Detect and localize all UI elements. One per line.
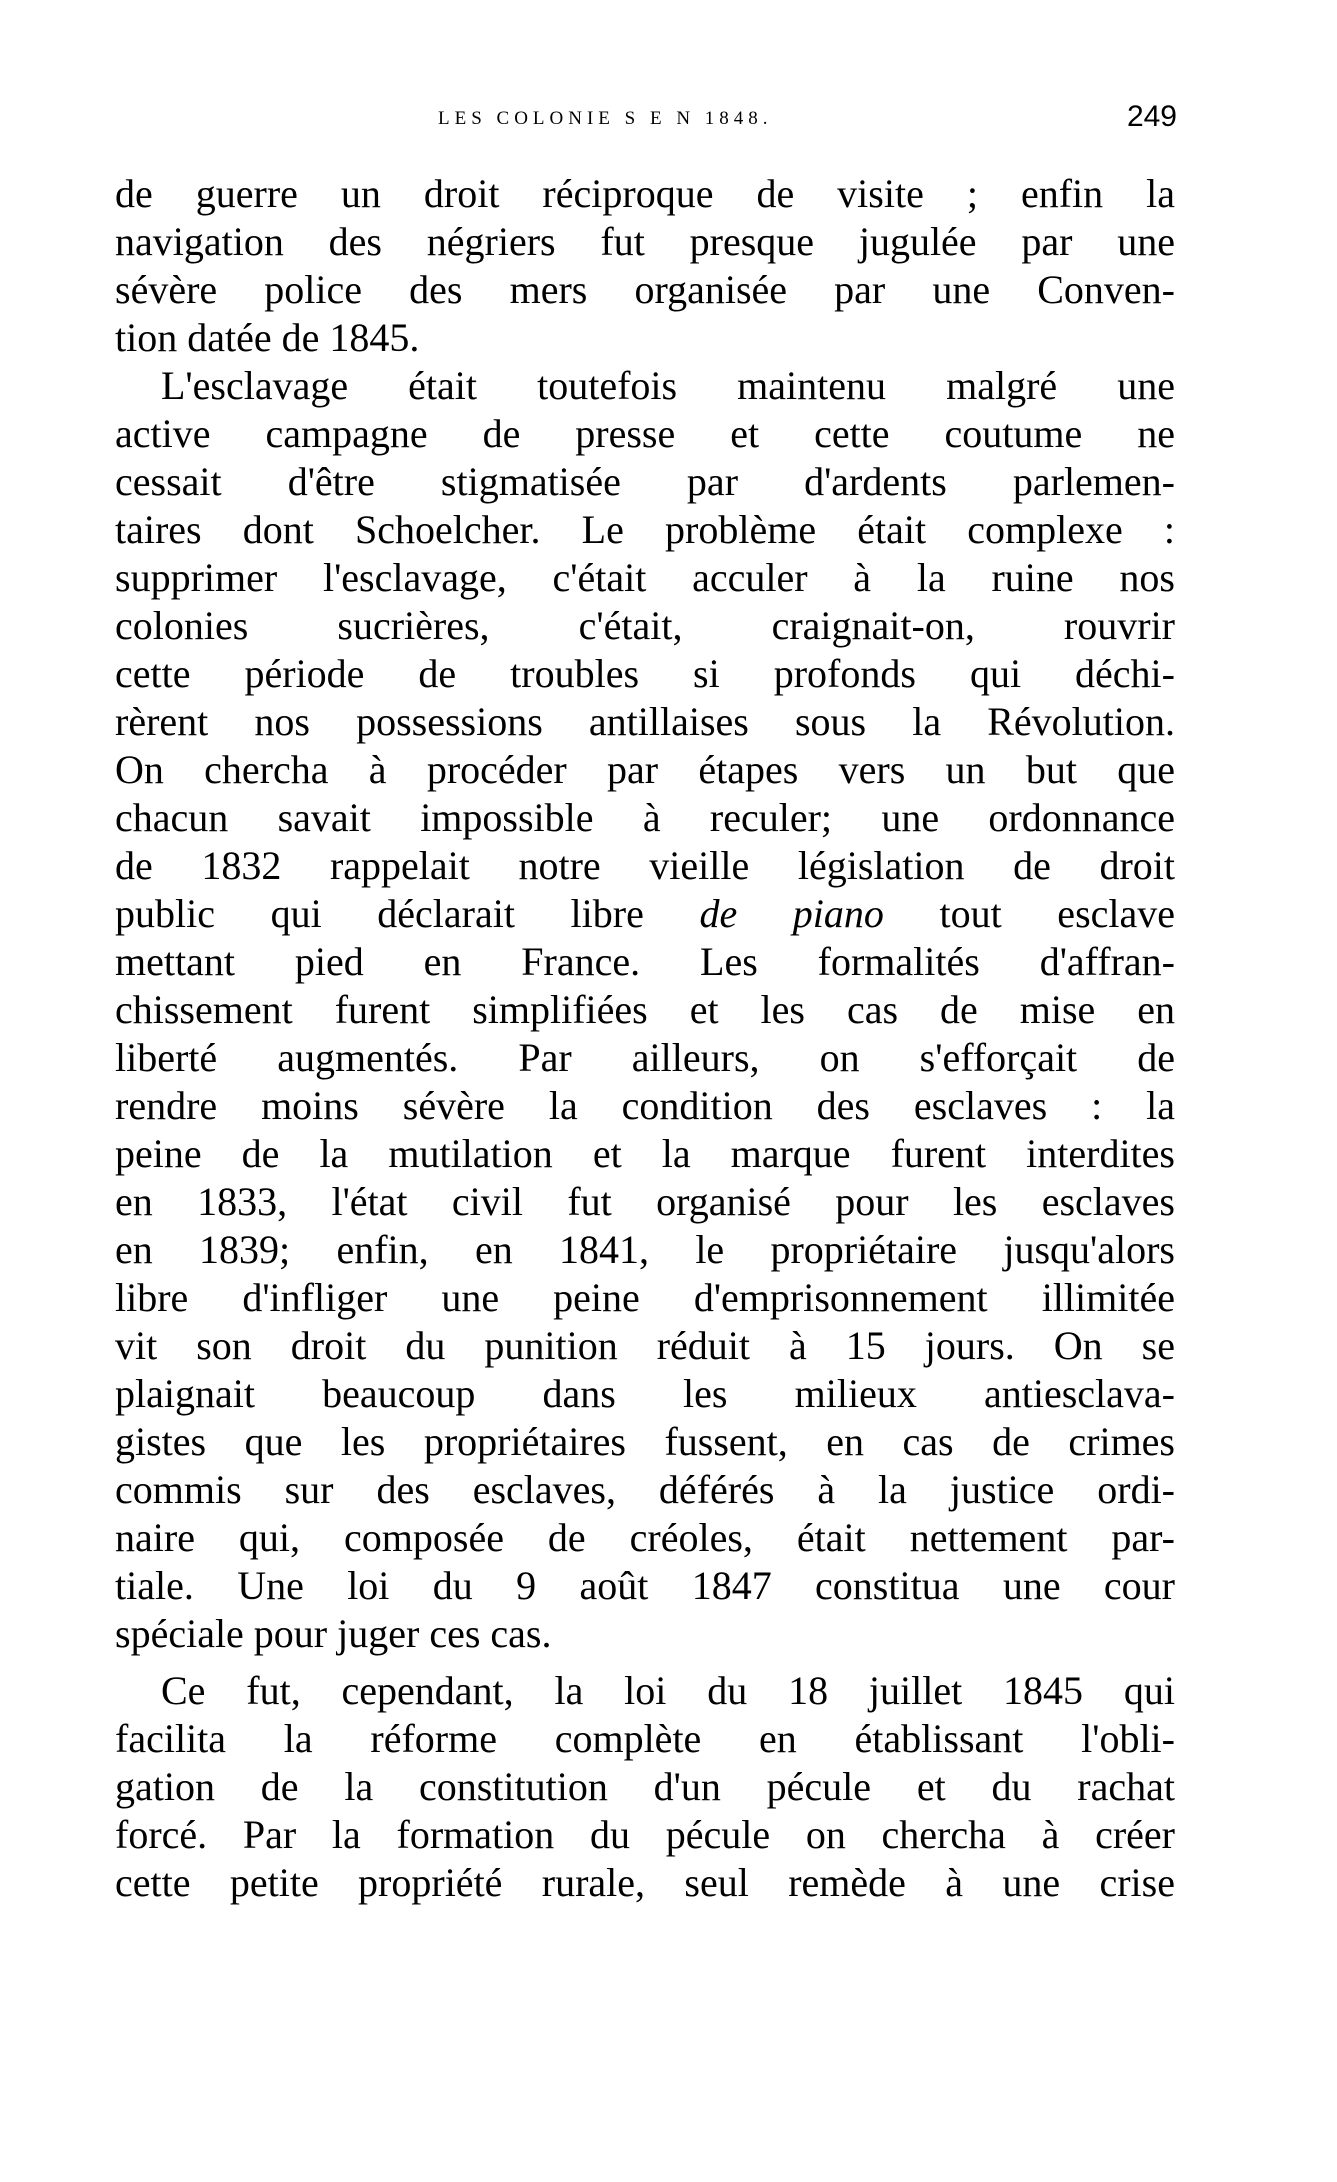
paragraph-gap xyxy=(115,1658,1175,1667)
text-line: peine de la mutilation et la marque furent interdites xyxy=(115,1131,1175,1176)
text-line: colonies sucrières, c'était, craignait-on, rouvrir xyxy=(115,603,1175,648)
text-line: cette petite propriété rurale, seul remède à une crise xyxy=(115,1860,1175,1905)
text-line: gistes que les propriétaires fussent, en cas de crimes xyxy=(115,1419,1175,1464)
text-line: cessait d'être stigmatisée par d'ardents parlemen- xyxy=(115,459,1175,504)
text-line: forcé. Par la formation du pécule on chercha à créer xyxy=(115,1812,1175,1857)
paragraph-3 xyxy=(115,1667,1175,1907)
text-line: public qui déclarait libre de piano tout esclave xyxy=(115,891,1175,936)
text-line: en 1839; enfin, en 1841, le propriétaire jusqu'alors xyxy=(115,1227,1175,1272)
paragraph-1 xyxy=(115,170,1175,362)
text-line: commis sur des esclaves, déférés à la justice ordi- xyxy=(115,1467,1175,1512)
text-line: facilita la réforme complète en établissant l'obli- xyxy=(115,1716,1175,1761)
text-line: de guerre un droit réciproque de visite ; enfin la xyxy=(115,171,1175,216)
text-line: L'esclavage était toutefois maintenu malgré une xyxy=(161,363,1175,408)
text-line: chacun savait impossible à reculer; une ordonnance xyxy=(115,795,1175,840)
text-line: navigation des négriers fut presque jugulée par une xyxy=(115,219,1175,264)
text-line: naire qui, composée de créoles, était nettement par- xyxy=(115,1515,1175,1560)
text-line: plaignait beaucoup dans les milieux antiesclava- xyxy=(115,1371,1175,1416)
text-line: active campagne de presse et cette coutume ne xyxy=(115,411,1175,456)
text-line: tion datée de 1845. xyxy=(115,315,420,360)
text-line: sévère police des mers organisée par une Conven- xyxy=(115,267,1175,312)
text-line: spéciale pour juger ces cas. xyxy=(115,1611,552,1656)
text-line: gation de la constitution d'un pécule et du rachat xyxy=(115,1764,1175,1809)
italic-phrase: de piano xyxy=(699,891,884,936)
page-number: 249 xyxy=(1126,100,1177,133)
text-line: mettant pied en France. Les formalités d'affran- xyxy=(115,939,1175,984)
page-header xyxy=(115,100,1177,144)
text-line: rendre moins sévère la condition des esclaves : la xyxy=(115,1083,1175,1128)
text-line: rèrent nos possessions antillaises sous la Révolution. xyxy=(115,699,1175,744)
text-line: de 1832 rappelait notre vieille législation de droit xyxy=(115,843,1175,888)
text-line: On chercha à procéder par étapes vers un but que xyxy=(115,747,1175,792)
text-line: Ce fut, cependant, la loi du 18 juillet 1845 qui xyxy=(161,1668,1175,1713)
text-line: vit son droit du punition réduit à 15 jours. On se xyxy=(115,1323,1175,1368)
text-line: tiale. Une loi du 9 août 1847 constitua une cour xyxy=(115,1563,1175,1608)
text-line: taires dont Schoelcher. Le problème était complexe : xyxy=(115,507,1175,552)
text-line: cette période de troubles si profonds qui déchi- xyxy=(115,651,1175,696)
running-title: LES COLONIE S E N 1848. xyxy=(438,108,773,129)
text-line: en 1833, l'état civil fut organisé pour les esclaves xyxy=(115,1179,1175,1224)
body-text xyxy=(115,170,1175,1907)
text-line: libre d'infliger une peine d'emprisonnement illimitée xyxy=(115,1275,1175,1320)
text-line: liberté augmentés. Par ailleurs, on s'efforçait de xyxy=(115,1035,1175,1080)
paragraph-2 xyxy=(115,362,1175,1658)
text-line: supprimer l'esclavage, c'était acculer à la ruine nos xyxy=(115,555,1175,600)
text-line: chissement furent simplifiées et les cas de mise en xyxy=(115,987,1175,1032)
